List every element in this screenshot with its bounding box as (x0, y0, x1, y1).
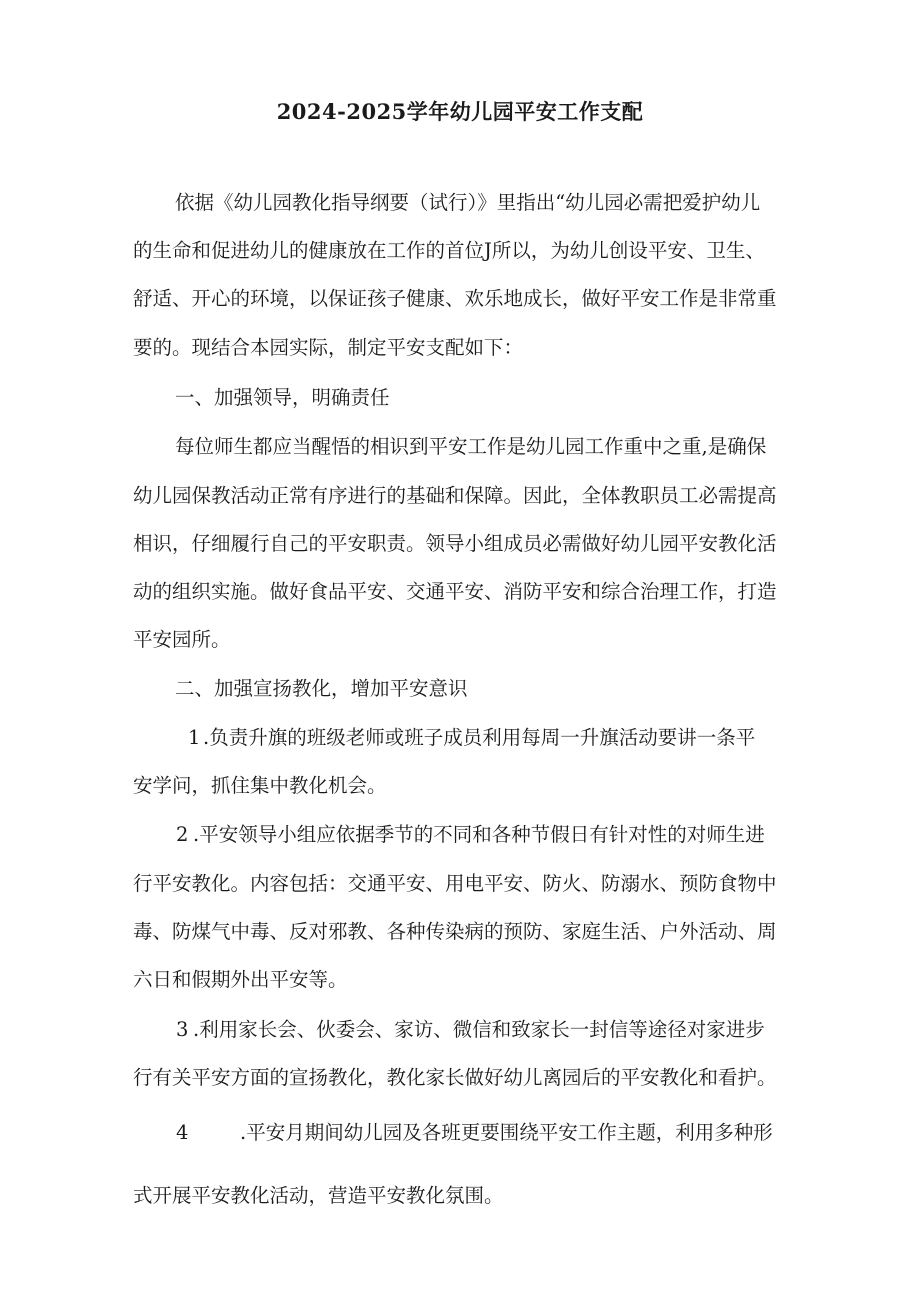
text-line: 依据《幼儿园教化指导纲要（试行）》里指出“幼儿园必需把爱护幼儿 (175, 191, 761, 214)
text-line: 动的组织实施。做好食品平安、交通平安、消防平安和综合治理工作，打造 (133, 580, 777, 603)
text-line: .负责升旗的班级老师或班子成员利用每周一升旗活动要讲一条平 (203, 726, 756, 749)
section-heading-1: 一、加强领导，明确责任 (175, 386, 390, 409)
text-line: .利用家长会、伙委会、家访、微信和致家长一封信等途径对家进步 (193, 1018, 765, 1041)
item-number: 2 (176, 823, 189, 846)
text-line: 六日和假期外出平安等。 (133, 968, 348, 991)
item-number: 3 (176, 1018, 189, 1041)
text-line: 行有关平安方面的宣扬教化，教化家长做好幼儿离园后的平安教化和看护。 (133, 1066, 777, 1089)
text-line: 安学问，抓住集中教化机会。 (133, 774, 387, 797)
item-number: 4 (176, 1121, 189, 1144)
text-line: 幼儿园保教活动正常有序进行的基础和保障。因此，全体教职员工必需提高 (133, 484, 777, 507)
text-line: 的生命和促进幼儿的健康放在工作的首位J所以，为幼儿创设平安、卫生、 (133, 239, 765, 262)
text-line: 每位师生都应当醒悟的相识到平安工作是幼儿园工作重中之重,是确保 (175, 435, 767, 458)
text-line: .平安领导小组应依据季节的不同和各种节假日有针对性的对师生进 (193, 823, 765, 846)
text-line: 相识，仔细履行自己的平安职责。领导小组成员必需做好幼儿园平安教化活 (133, 532, 777, 555)
text-line: 平安园所。 (133, 628, 231, 651)
section-heading-2: 二、加强宣扬教化，增加平安意识 (175, 677, 468, 700)
text-line: 要的。现结合本园实际，制定平安支配如下： (133, 336, 524, 359)
text-line: 舒适、开心的环境，以保证孩子健康、欢乐地成长，做好平安工作是非常重 (133, 287, 777, 310)
text-line: 毒、防煤气中毒、反对邪教、各种传染病的预防、家庭生活、户外活动、周 (133, 920, 777, 943)
text-line: 式开展平安教化活动，营造平安教化氛围。 (133, 1184, 504, 1207)
text-line: 行平安教化。内容包括：交通平安、用电平安、防火、防溺水、预防食物中 (133, 872, 777, 895)
text-line: .平安月期间幼儿园及各班更要围绕平安工作主题，利用多种形 (240, 1121, 773, 1144)
page-title: 2024-2025学年幼儿园平安工作支配 (276, 99, 644, 124)
item-number: 1 (188, 726, 201, 749)
